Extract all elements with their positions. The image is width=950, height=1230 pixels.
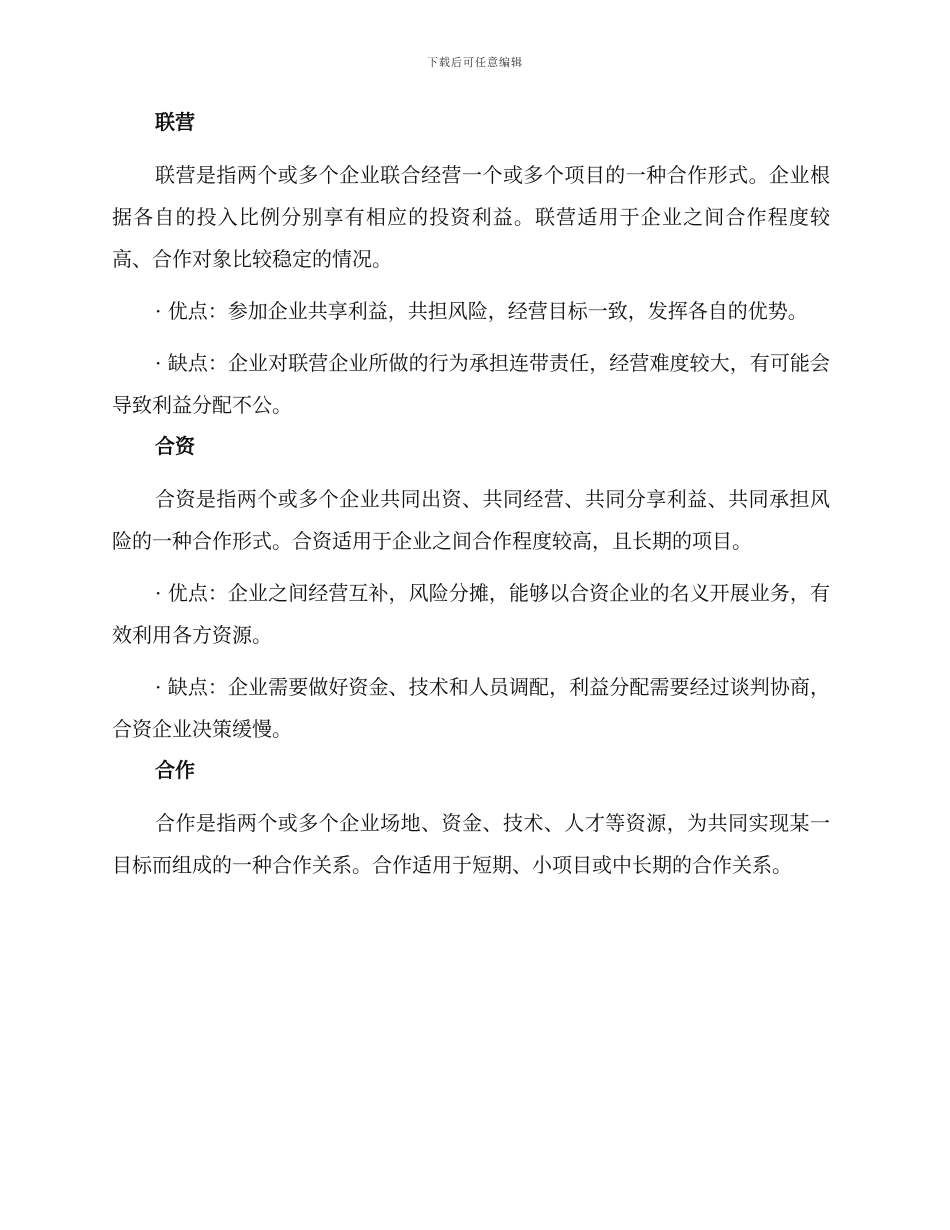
section-heading: 联营 (155, 110, 195, 134)
section-cooperation (112, 756, 830, 886)
section-heading: 合资 (155, 434, 195, 458)
section-joint-venture (112, 432, 830, 750)
cons-item: · 缺点：企业需要做好资金、技术和人员调配，利益分配需要经过谈判协商，合资企业决策缓慢。 (112, 675, 830, 741)
section-description: 联营是指两个或多个企业联合经营一个或多个项目的一种合作形式。企业根据各自的投入比例分别享有相应的投资利益。联营适用于企业之间合作程度较高、合作对象比较稳定的情况。 (112, 163, 830, 271)
section-joint-operation (112, 108, 830, 426)
pros-item: · 优点：参加企业共享利益，共担风险，经营目标一致，发挥各自的优势。 (155, 299, 808, 323)
page-header: 下载后可任意编辑 (427, 56, 523, 69)
section-heading: 合作 (155, 758, 195, 782)
section-description: 合作是指两个或多个企业场地、资金、技术、人才等资源，为共同实现某一目标而组成的一种合作关系。合作适用于短期、小项目或中长期的合作关系。 (112, 811, 830, 877)
section-description: 合资是指两个或多个企业共同出资、共同经营、共同分享利益、共同承担风险的一种合作形式。合资适用于企业之间合作程度较高，且长期的项目。 (112, 487, 830, 553)
document-body (112, 108, 830, 886)
pros-item: · 优点：企业之间经营互补，风险分摊，能够以合资企业的名义开展业务，有效利用各方资源。 (112, 581, 830, 647)
cons-item: · 缺点：企业对联营企业所做的行为承担连带责任，经营难度较大，有可能会导致利益分配不公。 (112, 351, 830, 417)
